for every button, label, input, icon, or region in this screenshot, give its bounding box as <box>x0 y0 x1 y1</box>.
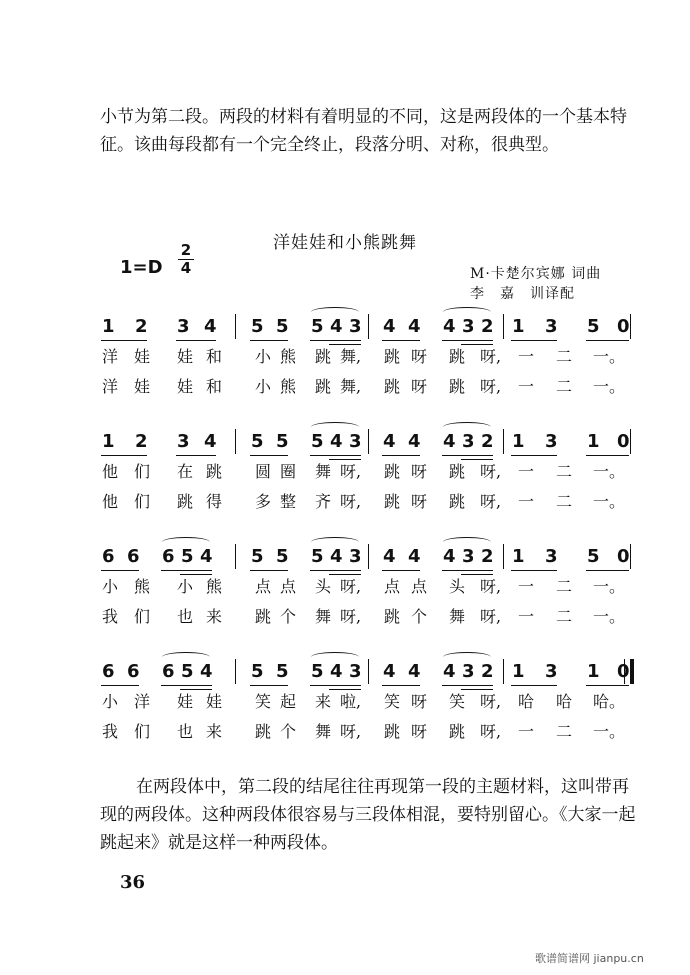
lyric-syllable: 呀 <box>411 377 428 396</box>
note: 4 <box>443 431 456 452</box>
lyric-syllable: 二 <box>556 577 573 596</box>
note: 1 <box>512 546 525 567</box>
lyric-syllable: 齐 <box>315 492 332 511</box>
lyric-syllable: 跳 <box>449 377 466 396</box>
note: 0 <box>617 546 630 567</box>
eighth-beam <box>382 685 420 686</box>
slur <box>311 307 359 317</box>
note: 3 <box>349 431 362 452</box>
lyric-syllable: 跳 <box>449 722 466 741</box>
lyric-syllable: 呀, <box>480 692 502 711</box>
eighth-beam <box>382 340 420 341</box>
end-barline <box>630 429 631 454</box>
note: 3 <box>545 431 558 452</box>
sixteenth-beam <box>180 574 212 575</box>
barline <box>503 314 504 339</box>
eighth-beam <box>176 340 216 341</box>
note: 3 <box>462 661 475 682</box>
lyric-syllable: 二 <box>556 492 573 511</box>
lyric-syllable: 一。 <box>593 347 626 366</box>
sixteenth-beam <box>310 685 361 686</box>
sixteenth-beam <box>310 340 361 341</box>
note: 5 <box>311 546 324 567</box>
lyric-syllable: 娃 <box>177 377 194 396</box>
note: 5 <box>276 316 289 337</box>
lyric-syllable: 熊 <box>134 577 151 596</box>
note: 6 <box>162 546 175 567</box>
eighth-beam <box>250 685 288 686</box>
eighth-beam <box>511 570 557 571</box>
note: 4 <box>383 431 396 452</box>
note: 4 <box>200 546 213 567</box>
slur <box>443 307 491 317</box>
lyric-syllable: 笑 <box>449 692 466 711</box>
lyric-syllable: 舞 <box>315 607 332 626</box>
lyric-syllable: 呀, <box>340 607 362 626</box>
note: 1 <box>102 316 115 337</box>
lyric-syllable: 一。 <box>593 462 626 481</box>
note: 3 <box>177 316 190 337</box>
lyricist-credit: M·卡楚尔宾娜 词曲 <box>470 266 602 282</box>
lyric-syllable: 们 <box>134 462 151 481</box>
lyric-syllable: 跳 <box>449 492 466 511</box>
lyric-syllable: 点 <box>411 577 428 596</box>
note: 0 <box>617 316 630 337</box>
slur <box>443 537 491 547</box>
lyric-syllable: 来 <box>206 607 223 626</box>
sixteenth-beam <box>461 574 493 575</box>
lyric-syllable: 整 <box>280 492 297 511</box>
barline <box>235 659 236 684</box>
lyric-syllable: 呀, <box>480 347 502 366</box>
lyric-syllable: 点 <box>280 577 297 596</box>
note: 6 <box>162 661 175 682</box>
lyric-syllable: 跳 <box>255 607 272 626</box>
lyric-syllable: 舞, <box>340 377 362 396</box>
lyric-syllable: 笑 <box>384 692 401 711</box>
lyric-syllable: 小 <box>177 577 194 596</box>
note: 5 <box>251 431 264 452</box>
key-signature: 1=D <box>120 257 163 278</box>
lyric-syllable: 和 <box>206 377 223 396</box>
note: 5 <box>276 661 289 682</box>
eighth-beam <box>511 455 557 456</box>
note: 4 <box>204 316 217 337</box>
lyric-syllable: 一 <box>518 492 535 511</box>
lyric-syllable: 在 <box>177 462 194 481</box>
lyric-syllable: 二 <box>556 347 573 366</box>
meter-bottom: 4 <box>180 259 192 277</box>
note: 1 <box>587 431 600 452</box>
note: 3 <box>349 661 362 682</box>
lyric-syllable: 他 <box>102 492 119 511</box>
lyric-syllable: 跳 <box>384 377 401 396</box>
note: 4 <box>383 546 396 567</box>
lyric-syllable: 一。 <box>593 492 626 511</box>
note: 4 <box>408 661 421 682</box>
lyric-syllable: 哈。 <box>593 692 626 711</box>
lyric-syllable: 哈 <box>518 692 535 711</box>
barline <box>503 429 504 454</box>
lyric-syllable: 呀, <box>480 577 502 596</box>
lyric-syllable: 和 <box>206 347 223 366</box>
sixteenth-beam <box>461 344 493 345</box>
note: 1 <box>512 431 525 452</box>
lyric-syllable: 来 <box>206 722 223 741</box>
lyric-syllable: 娃 <box>177 347 194 366</box>
lyric-syllable: 呀, <box>480 607 502 626</box>
sixteenth-beam <box>161 570 212 571</box>
slur <box>443 652 491 662</box>
end-barline <box>630 544 631 569</box>
note: 3 <box>462 316 475 337</box>
lyric-syllable: 舞 <box>449 607 466 626</box>
lyric-syllable: 呀, <box>480 492 502 511</box>
note: 6 <box>102 661 115 682</box>
lyric-syllable: 娃 <box>134 347 151 366</box>
note: 4 <box>330 661 343 682</box>
barline <box>368 314 369 339</box>
note: 4 <box>383 316 396 337</box>
note: 5 <box>276 431 289 452</box>
note: 5 <box>251 546 264 567</box>
note: 5 <box>311 661 324 682</box>
note: 4 <box>330 316 343 337</box>
barline <box>503 659 504 684</box>
lyric-syllable: 点 <box>384 577 401 596</box>
lyric-syllable: 圈 <box>280 462 297 481</box>
barline <box>368 544 369 569</box>
slur <box>311 537 359 547</box>
lyric-syllable: 跳 <box>384 492 401 511</box>
lyric-syllable: 头 <box>449 577 466 596</box>
lyric-syllable: 跳 <box>384 607 401 626</box>
barline <box>368 659 369 684</box>
note: 5 <box>587 316 600 337</box>
slur <box>311 422 359 432</box>
lyric-syllable: 一 <box>518 577 535 596</box>
lyric-syllable: 跳 <box>384 722 401 741</box>
lyric-syllable: 二 <box>556 462 573 481</box>
lyric-syllable: 一 <box>518 347 535 366</box>
lyric-syllable: 小 <box>255 377 272 396</box>
lyric-syllable: 跳 <box>315 347 332 366</box>
lyric-syllable: 圆 <box>255 462 272 481</box>
lyric-syllable: 一 <box>518 462 535 481</box>
note: 6 <box>127 661 140 682</box>
lyric-syllable: 舞, <box>340 347 362 366</box>
barline <box>235 544 236 569</box>
note: 2 <box>481 431 494 452</box>
eighth-beam <box>586 685 629 686</box>
lyric-syllable: 啦, <box>340 692 362 711</box>
note: 4 <box>443 661 456 682</box>
note: 0 <box>617 431 630 452</box>
song-title: 洋娃娃和小熊跳舞 <box>273 233 417 253</box>
slur <box>443 422 491 432</box>
lyric-syllable: 小 <box>102 577 119 596</box>
eighth-beam <box>382 570 420 571</box>
note: 4 <box>408 546 421 567</box>
sixteenth-beam <box>461 689 493 690</box>
double-barline-thin <box>624 659 625 684</box>
lyric-syllable: 呀, <box>340 722 362 741</box>
note: 4 <box>408 316 421 337</box>
lyric-syllable: 跳 <box>315 377 332 396</box>
barline <box>503 544 504 569</box>
lyric-syllable: 们 <box>134 722 151 741</box>
lyric-syllable: 来 <box>315 692 332 711</box>
eighth-beam <box>250 455 288 456</box>
note: 5 <box>181 661 194 682</box>
note: 4 <box>330 546 343 567</box>
lyric-syllable: 也 <box>177 722 194 741</box>
eighth-beam <box>586 570 629 571</box>
barline <box>235 314 236 339</box>
lyric-syllable: 他 <box>102 462 119 481</box>
eighth-beam <box>250 340 288 341</box>
note: 3 <box>349 546 362 567</box>
lyric-syllable: 呀 <box>411 722 428 741</box>
barline <box>368 429 369 454</box>
note: 5 <box>181 546 194 567</box>
barline <box>235 429 236 454</box>
lyric-syllable: 洋 <box>102 377 119 396</box>
note: 4 <box>383 661 396 682</box>
note: 2 <box>481 661 494 682</box>
intro-paragraph: 小节为第二段。两段的材料有着明显的不同，这是两段体的一个基本特征。该曲每段都有一个完全终止，段落分明、对称，很典型。 <box>100 107 627 155</box>
eighth-beam <box>176 455 216 456</box>
eighth-beam <box>101 455 147 456</box>
lyric-syllable: 们 <box>134 607 151 626</box>
lyric-syllable: 小 <box>102 692 119 711</box>
sixteenth-beam <box>310 455 361 456</box>
lyric-syllable: 跳 <box>384 462 401 481</box>
lyric-syllable: 点 <box>255 577 272 596</box>
lyric-syllable: 小 <box>255 347 272 366</box>
note: 5 <box>311 316 324 337</box>
meter-top: 2 <box>180 241 192 259</box>
outro-paragraph: 在两段体中，第二段的结尾往往再现第一段的主题材料，这叫带再现的两段体。这种两段体很容易与三段体相混，要特别留心。《大家一起跳起来》就是这样一种两段体。 <box>100 777 636 853</box>
lyric-syllable: 熊 <box>280 347 297 366</box>
lyric-syllable: 二 <box>556 377 573 396</box>
lyric-syllable: 呀 <box>411 347 428 366</box>
lyric-syllable: 舞 <box>315 722 332 741</box>
note: 6 <box>102 546 115 567</box>
note: 1 <box>512 661 525 682</box>
lyric-syllable: 呀, <box>480 462 502 481</box>
sixteenth-beam <box>442 570 493 571</box>
sixteenth-beam <box>310 570 361 571</box>
note: 3 <box>177 431 190 452</box>
lyric-syllable: 我 <box>102 722 119 741</box>
eighth-beam <box>511 340 557 341</box>
note: 2 <box>135 431 148 452</box>
lyric-syllable: 熊 <box>206 577 223 596</box>
note: 5 <box>276 546 289 567</box>
note: 1 <box>102 431 115 452</box>
note: 2 <box>481 316 494 337</box>
note: 0 <box>617 661 630 682</box>
lyric-syllable: 一。 <box>593 722 626 741</box>
lyric-syllable: 一。 <box>593 377 626 396</box>
lyric-syllable: 们 <box>134 492 151 511</box>
slur <box>162 652 210 662</box>
lyric-syllable: 娃 <box>134 377 151 396</box>
lyric-syllable: 跳 <box>384 347 401 366</box>
note: 5 <box>587 546 600 567</box>
note: 5 <box>251 661 264 682</box>
lyric-syllable: 得 <box>206 492 223 511</box>
lyric-syllable: 呀, <box>480 722 502 741</box>
lyric-syllable: 呀, <box>340 492 362 511</box>
lyric-syllable: 呀 <box>411 462 428 481</box>
eighth-beam <box>101 340 147 341</box>
lyric-syllable: 二 <box>556 722 573 741</box>
end-barline <box>630 659 634 684</box>
lyric-syllable: 一。 <box>593 577 626 596</box>
lyric-syllable: 也 <box>177 607 194 626</box>
eighth-beam <box>382 455 420 456</box>
note: 4 <box>408 431 421 452</box>
lyric-syllable: 跳 <box>177 492 194 511</box>
note: 5 <box>251 316 264 337</box>
sixteenth-beam <box>161 685 212 686</box>
lyric-syllable: 呀 <box>411 492 428 511</box>
lyric-syllable: 呀, <box>480 377 502 396</box>
note: 3 <box>462 431 475 452</box>
slur <box>162 537 210 547</box>
sixteenth-beam <box>180 689 212 690</box>
sixteenth-beam <box>329 689 361 690</box>
lyric-syllable: 个 <box>411 607 428 626</box>
lyric-syllable: 娃 <box>206 692 223 711</box>
sixteenth-beam <box>329 459 361 460</box>
sixteenth-beam <box>442 340 493 341</box>
note: 2 <box>135 316 148 337</box>
sixteenth-beam <box>442 685 493 686</box>
lyric-syllable: 舞 <box>315 462 332 481</box>
lyric-syllable: 一 <box>518 607 535 626</box>
slur <box>311 652 359 662</box>
note: 3 <box>349 316 362 337</box>
lyric-syllable: 娃 <box>177 692 194 711</box>
arranger-credit: 李 嘉 训译配 <box>470 286 575 302</box>
lyric-syllable: 二 <box>556 607 573 626</box>
note: 4 <box>200 661 213 682</box>
note: 3 <box>545 316 558 337</box>
note: 6 <box>127 546 140 567</box>
lyric-syllable: 哈 <box>556 692 573 711</box>
note: 4 <box>443 546 456 567</box>
lyric-syllable: 洋 <box>102 347 119 366</box>
lyric-syllable: 熊 <box>280 377 297 396</box>
eighth-beam <box>250 570 288 571</box>
note: 2 <box>481 546 494 567</box>
lyric-syllable: 笑 <box>255 692 272 711</box>
eighth-beam <box>101 685 139 686</box>
sixteenth-beam <box>461 459 493 460</box>
note: 4 <box>443 316 456 337</box>
note: 3 <box>462 546 475 567</box>
lyric-syllable: 我 <box>102 607 119 626</box>
lyric-syllable: 一 <box>518 722 535 741</box>
sixteenth-beam <box>329 574 361 575</box>
eighth-beam <box>586 455 629 456</box>
sixteenth-beam <box>442 455 493 456</box>
lyric-syllable: 呀 <box>411 692 428 711</box>
lyric-syllable: 跳 <box>449 347 466 366</box>
lyric-syllable: 一。 <box>593 607 626 626</box>
note: 4 <box>204 431 217 452</box>
sixteenth-beam <box>329 344 361 345</box>
lyric-syllable: 个 <box>280 722 297 741</box>
note: 3 <box>545 661 558 682</box>
lyric-syllable: 起 <box>280 692 297 711</box>
note: 5 <box>311 431 324 452</box>
eighth-beam <box>101 570 139 571</box>
eighth-beam <box>586 340 629 341</box>
lyric-syllable: 跳 <box>449 462 466 481</box>
lyric-syllable: 个 <box>280 607 297 626</box>
end-barline <box>630 314 631 339</box>
page-number: 36 <box>120 872 146 893</box>
note: 3 <box>545 546 558 567</box>
lyric-syllable: 多 <box>255 492 272 511</box>
note: 4 <box>330 431 343 452</box>
note: 1 <box>512 316 525 337</box>
eighth-beam <box>511 685 557 686</box>
lyric-syllable: 呀, <box>340 462 362 481</box>
lyric-syllable: 头 <box>315 577 332 596</box>
lyric-syllable: 跳 <box>206 462 223 481</box>
lyric-syllable: 跳 <box>255 722 272 741</box>
lyric-syllable: 呀, <box>340 577 362 596</box>
note: 1 <box>587 661 600 682</box>
lyric-syllable: 洋 <box>134 692 151 711</box>
lyric-syllable: 一 <box>518 377 535 396</box>
watermark: 歌谱简谱网 jianpu.cn <box>535 952 644 965</box>
